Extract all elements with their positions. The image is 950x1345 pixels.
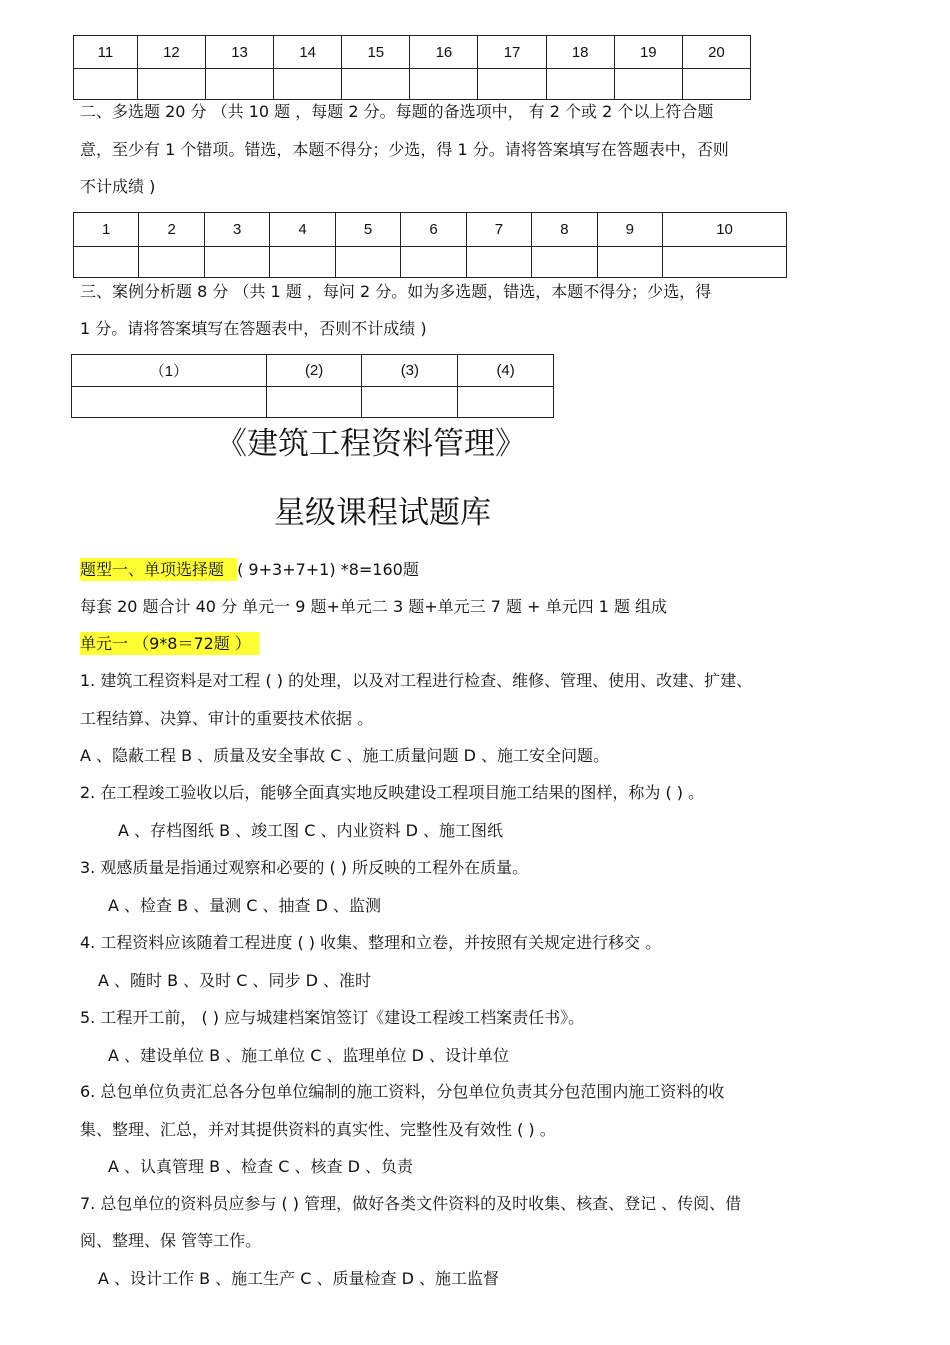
answer-cell[interactable] — [335, 247, 400, 278]
answer-cell[interactable] — [274, 69, 342, 100]
section2-instruction-line1: 二、多选题 20 分 （共 10 题 ，每题 2 分。每题的备选项中， 有 2 个或 2 个以上符合题 — [80, 102, 714, 121]
answer-table-header-row — [74, 213, 787, 247]
answer-cell[interactable] — [597, 247, 662, 278]
question-5-options: A 、建设单位 B 、施工单位 C 、监理单位 D 、设计单位 — [108, 1046, 510, 1065]
question-7-line2: 阅、整理、保 管等工作。 — [80, 1231, 262, 1250]
answer-cell[interactable] — [362, 387, 458, 418]
section3-instruction-line1: 三、案例分析题 8 分 （共 1 题 ，每问 2 分。如为多选题，错选，本题不得分；少选，得 — [80, 282, 712, 301]
answer-cell[interactable] — [532, 247, 597, 278]
table-cell: (4) — [458, 355, 554, 387]
answer-table-blank-row — [74, 69, 751, 100]
table-cell: 14 — [274, 36, 342, 69]
table-cell: （1） — [72, 355, 267, 387]
answer-cell[interactable] — [137, 69, 205, 100]
answer-cell[interactable] — [266, 387, 362, 418]
question-4-options: A 、随时 B 、及时 C 、同步 D 、准时 — [98, 971, 372, 990]
table-cell: 18 — [546, 36, 614, 69]
answer-cell[interactable] — [74, 247, 139, 278]
document-subtitle: 星级课程试题库 — [274, 495, 491, 531]
table-cell: 6 — [401, 213, 466, 247]
question-3-line1: 3. 观感质量是指通过观察和必要的 ( ) 所反映的工程外在质量。 — [80, 858, 529, 877]
answer-table-header-row — [74, 36, 751, 69]
table-cell: 5 — [335, 213, 400, 247]
answer-cell[interactable] — [205, 69, 273, 100]
unit1-label: 单元一 （9*8＝72题 ） — [80, 632, 259, 655]
table-cell: 7 — [466, 213, 531, 247]
section2-instruction-line2: 意，至少有 1 个错项。错选，本题不得分；少选，得 1 分。请将答案填写在答题表中，否则 — [80, 140, 729, 159]
section3-instruction-line2: 1 分。请将答案填写在答题表中，否则不计成绩 ) — [80, 319, 427, 338]
answer-cell[interactable] — [342, 69, 410, 100]
question-7-line1: 7. 总包单位的资料员应参与 ( ) 管理，做好各类文件资料的及时收集、核查、登记 、传阅、借 — [80, 1194, 742, 1213]
table-cell: 2 — [139, 213, 204, 247]
question-6-options: A 、认真管理 B 、检查 C 、核查 D 、负责 — [108, 1157, 414, 1176]
answer-cell[interactable] — [478, 69, 546, 100]
table-cell: 1 — [74, 213, 139, 247]
table-cell: 17 — [478, 36, 546, 69]
question-1-line2: 工程结算、决算、审计的重要技术依据 。 — [80, 709, 374, 728]
table-cell: 8 — [532, 213, 597, 247]
answer-cell[interactable] — [466, 247, 531, 278]
answer-cell[interactable] — [458, 387, 554, 418]
answer-cell[interactable] — [614, 69, 682, 100]
answer-table-11-20 — [73, 35, 751, 100]
answer-table-blank-row — [72, 387, 554, 418]
answer-cell[interactable] — [682, 69, 750, 100]
answer-cell[interactable] — [139, 247, 204, 278]
answer-table-case — [71, 354, 554, 418]
answer-cell[interactable] — [401, 247, 466, 278]
answer-table-blank-row — [74, 247, 787, 278]
answer-cell[interactable] — [546, 69, 614, 100]
table-cell: 3 — [204, 213, 269, 247]
question-2-options: A 、存档图纸 B 、竣工图 C 、内业资料 D 、施工图纸 — [118, 821, 504, 840]
table-cell: (3) — [362, 355, 458, 387]
answer-cell[interactable] — [74, 69, 138, 100]
question-type-formula: ( 9+3+7+1) *8=160题 — [237, 560, 419, 579]
question-2-line1: 2. 在工程竣工验收以后，能够全面真实地反映建设工程项目施工结果的图样，称为 ( ) 。 — [80, 783, 705, 802]
answer-cell[interactable] — [663, 247, 787, 278]
table-cell: 12 — [137, 36, 205, 69]
table-cell: (2) — [266, 355, 362, 387]
question-5-line1: 5. 工程开工前， ( ) 应与城建档案馆签订《建设工程竣工档案责任书》。 — [80, 1008, 585, 1027]
table-cell: 11 — [74, 36, 138, 69]
question-type-line — [80, 560, 419, 580]
answer-cell[interactable] — [410, 69, 478, 100]
question-type-label: 题型一、单项选择题 — [80, 558, 237, 581]
question-1-options: A 、隐蔽工程 B 、质量及安全事故 C 、施工质量问题 D 、施工安全问题。 — [80, 746, 610, 765]
question-3-options: A 、检查 B 、量测 C 、抽查 D 、监测 — [108, 896, 382, 915]
question-6-line1: 6. 总包单位负责汇总各分包单位编制的施工资料，分包单位负责其分包范围内施工资料的收 — [80, 1082, 725, 1101]
table-cell: 10 — [663, 213, 787, 247]
document-title: 《建筑工程资料管理》 — [216, 426, 526, 462]
per-set-composition: 每套 20 题合计 40 分 单元一 9 题+单元二 3 题+单元三 7 题 + 单元四 1 题 组成 — [80, 597, 668, 616]
table-cell: 13 — [205, 36, 273, 69]
question-1-line1: 1. 建筑工程资料是对工程 ( ) 的处理，以及对工程进行检查、维修、管理、使用、改建、扩建、 — [80, 671, 753, 690]
answer-cell[interactable] — [204, 247, 269, 278]
table-cell: 19 — [614, 36, 682, 69]
answer-cell[interactable] — [270, 247, 335, 278]
section2-instruction-line3: 不计成绩 ) — [80, 177, 156, 196]
answer-cell[interactable] — [72, 387, 267, 418]
question-6-line2: 集、整理、汇总，并对其提供资料的真实性、完整性及有效性 ( ) 。 — [80, 1120, 556, 1139]
table-cell: 20 — [682, 36, 750, 69]
table-cell: 16 — [410, 36, 478, 69]
unit-heading — [80, 634, 259, 654]
answer-table-1-10 — [73, 212, 787, 278]
question-7-options: A 、设计工作 B 、施工生产 C 、质量检查 D 、施工监督 — [98, 1269, 500, 1288]
question-4-line1: 4. 工程资料应该随着工程进度 ( ) 收集、整理和立卷，并按照有关规定进行移交 。 — [80, 933, 662, 952]
table-cell: 9 — [597, 213, 662, 247]
table-cell: 4 — [270, 213, 335, 247]
table-cell: 15 — [342, 36, 410, 69]
answer-table-header-row — [72, 355, 554, 387]
